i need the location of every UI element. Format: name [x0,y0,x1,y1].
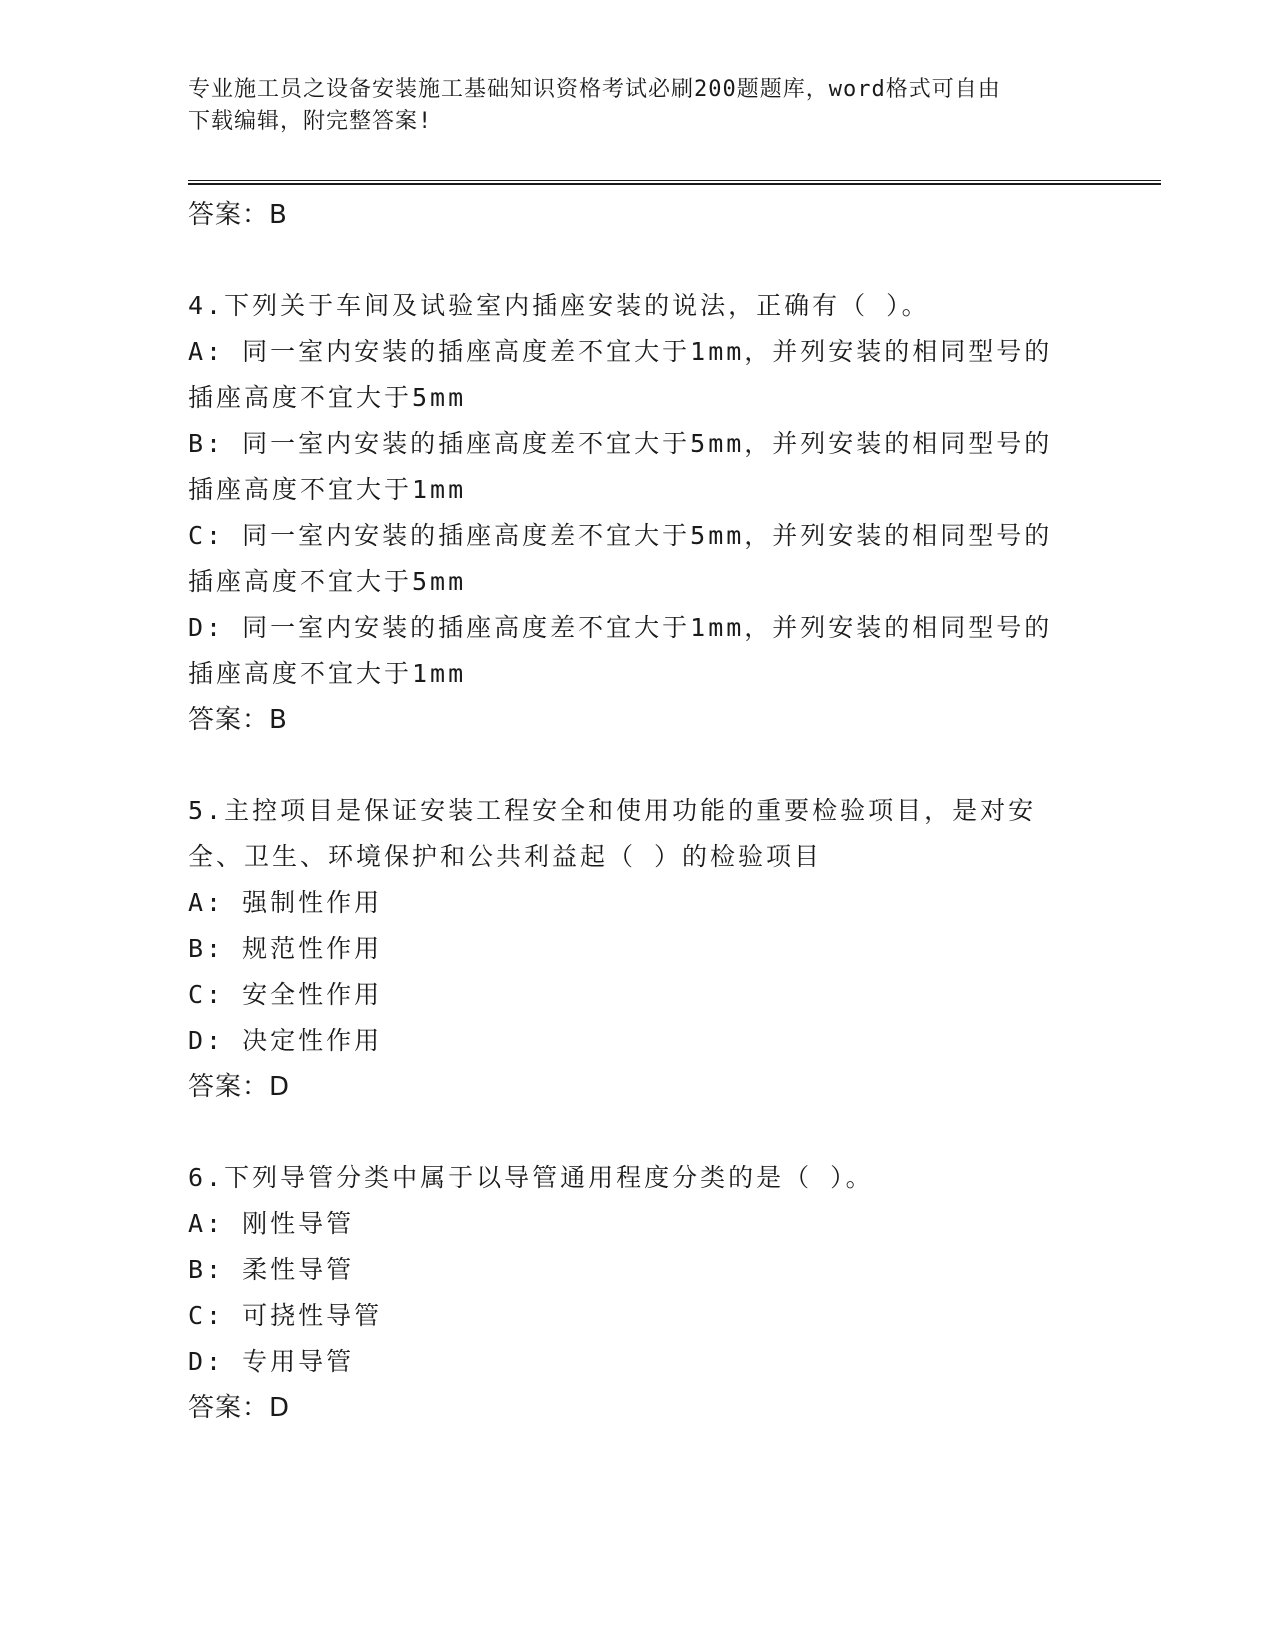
option-c: C: 安全性作用 [188,980,383,1009]
question-text: 4.下列关于车间及试验室内插座安装的说法，正确有（ ）。 [188,291,930,320]
option-c: C: 同一室内安装的插座高度差不宜大于5mm，并列安装的相同型号的 [188,521,1053,550]
question-text: 5.主控项目是保证安装工程安全和使用功能的重要检验项目，是对安 [188,796,1037,825]
document-body [188,192,1088,1431]
question-6 [188,1155,1088,1431]
header-divider [188,180,1161,185]
spacer [188,1110,1088,1155]
option-a-continued: 插座高度不宜大于5mm [188,383,467,412]
option-b-continued: 插座高度不宜大于1mm [188,475,467,504]
option-d: D: 决定性作用 [188,1026,383,1055]
option-d: D: 专用导管 [188,1347,355,1376]
option-d-continued: 插座高度不宜大于1mm [188,659,467,688]
spacer [188,743,1088,788]
option-c: C: 可挠性导管 [188,1301,383,1330]
option-c-continued: 插座高度不宜大于5mm [188,567,467,596]
option-b: B: 柔性导管 [188,1255,355,1284]
question-4 [188,283,1088,743]
header-title-line-1: 专业施工员之设备安装施工基础知识资格考试必刷200题题库，word格式可自由 [188,77,1001,102]
question-text: 6.下列导管分类中属于以导管通用程度分类的是（ ）。 [188,1163,874,1192]
header-title-line-2: 下载编辑，附完整答案! [188,109,433,134]
option-a: A: 强制性作用 [188,888,383,917]
answer: 答案：D [188,1393,291,1423]
document-header [188,74,1068,138]
previous-answer: 答案：B [188,200,288,230]
option-a: A: 同一室内安装的插座高度差不宜大于1mm，并列安装的相同型号的 [188,337,1053,366]
question-text-continued: 全、卫生、环境保护和公共利益起（ ）的检验项目 [188,842,823,871]
answer: 答案：B [188,705,288,735]
question-5 [188,788,1088,1110]
spacer [188,238,1088,283]
option-b: B: 同一室内安装的插座高度差不宜大于5mm，并列安装的相同型号的 [188,429,1053,458]
answer: 答案：D [188,1072,291,1102]
option-d: D: 同一室内安装的插座高度差不宜大于1mm，并列安装的相同型号的 [188,613,1053,642]
option-a: A: 刚性导管 [188,1209,355,1238]
option-b: B: 规范性作用 [188,934,383,963]
